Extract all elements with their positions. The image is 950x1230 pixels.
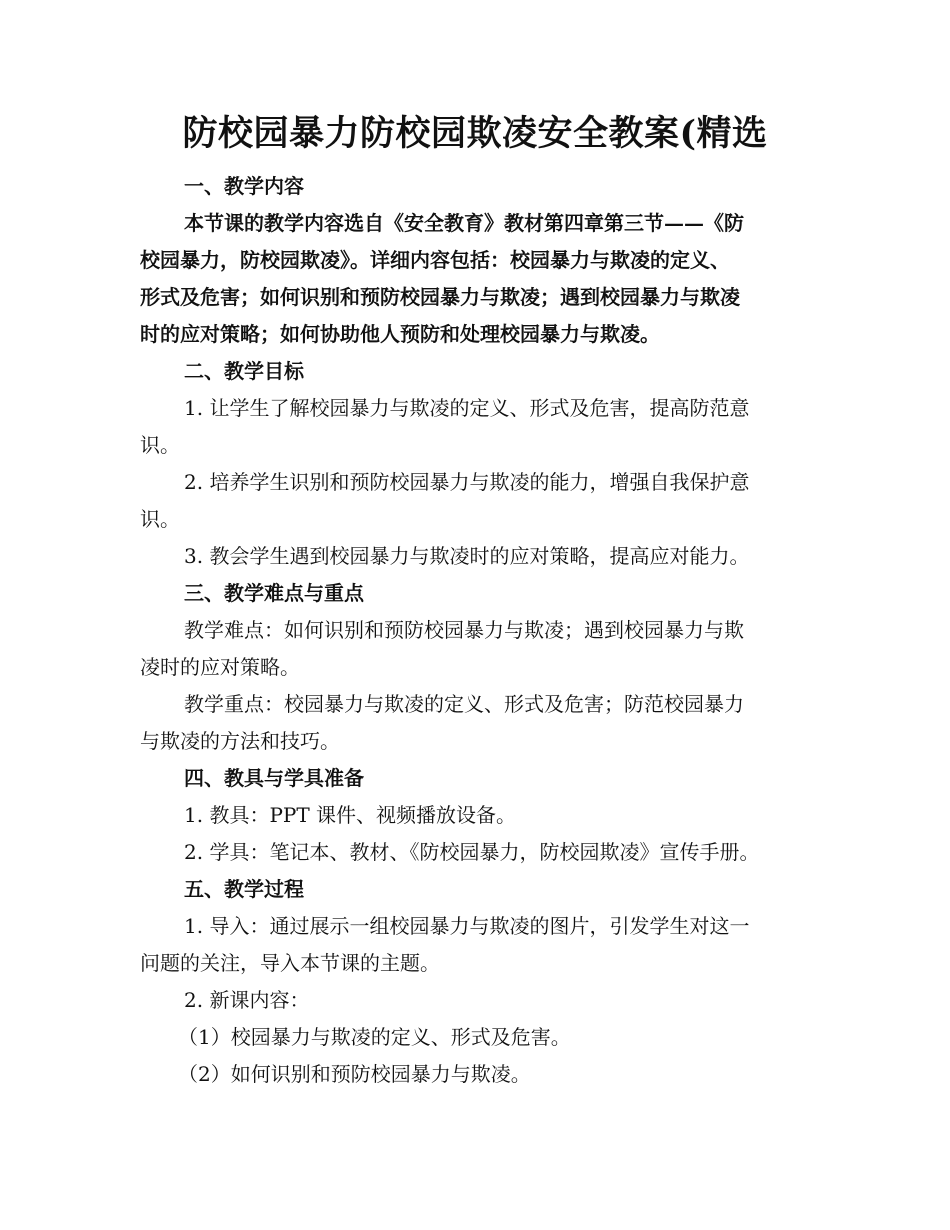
paragraph-line: 1. 让学生了解校园暴力与欺凌的定义、形式及危害，提高防范意 (184, 396, 750, 420)
paragraph-line: 1. 导入：通过展示一组校园暴力与欺凌的图片，引发学生对这一 (184, 914, 750, 938)
paragraph-line: 2. 培养学生识别和预防校园暴力与欺凌的能力，增强自我保护意 (184, 470, 750, 494)
paragraph-line: （1）校园暴力与欺凌的定义、形式及危害。 (178, 1025, 571, 1049)
section-heading: 四、教具与学具准备 (184, 766, 364, 790)
document-body (140, 168, 815, 1093)
paragraph-line: 与欺凌的方法和技巧。 (140, 729, 340, 753)
paragraph-line: 问题的关注，导入本节课的主题。 (140, 951, 440, 975)
paragraph-line: 2. 新课内容： (184, 988, 310, 1012)
document-title: 防校园暴力防校园欺凌安全教案(精选 (182, 113, 768, 154)
paragraph-line: 1. 教具：PPT 课件、视频播放设备。 (184, 803, 517, 827)
paragraph-line: （2）如何识别和预防校园暴力与欺凌。 (178, 1062, 531, 1086)
paragraph-line: 教学重点：校园暴力与欺凌的定义、形式及危害；防范校园暴力 (184, 692, 744, 716)
paragraph-line: 识。 (140, 507, 180, 531)
section-heading: 一、教学内容 (184, 174, 304, 198)
paragraph-line: 本节课的教学内容选自《安全教育》教材第四章第三节——《防 (184, 211, 744, 235)
paragraph-line: 教学难点：如何识别和预防校园暴力与欺凌；遇到校园暴力与欺 (184, 618, 744, 642)
section-heading: 二、教学目标 (184, 359, 304, 383)
paragraph-line: 校园暴力，防校园欺凌》。详细内容包括：校园暴力与欺凌的定义、 (140, 248, 730, 272)
section-heading: 五、教学过程 (184, 877, 304, 901)
paragraph-line: 识。 (140, 433, 180, 457)
paragraph-line: 3. 教会学生遇到校园暴力与欺凌时的应对策略，提高应对能力。 (184, 544, 750, 568)
section-heading: 三、教学难点与重点 (184, 581, 364, 605)
paragraph-line: 形式及危害；如何识别和预防校园暴力与欺凌；遇到校园暴力与欺凌 (140, 285, 740, 309)
paragraph-line: 2. 学具：笔记本、教材、《防校园暴力，防校园欺凌》宣传手册。 (184, 840, 760, 864)
paragraph-line: 时的应对策略；如何协助他人预防和处理校园暴力与欺凌。 (140, 322, 660, 346)
paragraph-line: 凌时的应对策略。 (140, 655, 300, 679)
